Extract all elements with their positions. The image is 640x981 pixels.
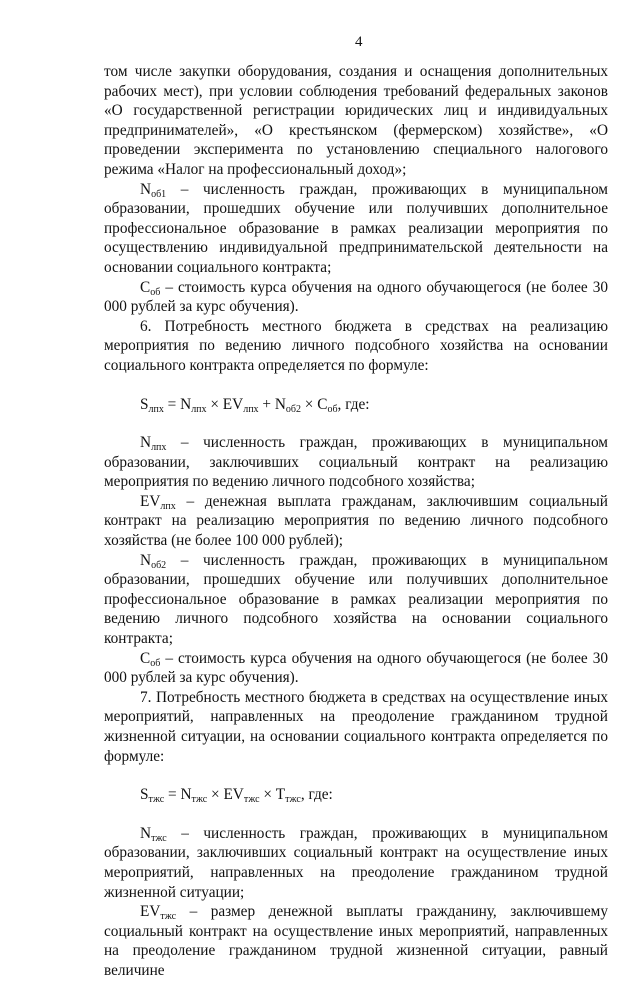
document-body [104, 62, 608, 981]
formula: $S_{тжс} = N_{тжс} \times EV_{тжс} \times T_{тжс}$, где: [140, 786, 333, 806]
variable-definition: $N_{лпх}$ – численность граждан, проживающих в муниципальном образовании, заключивших социальный контракт на реализацию мероприятия по ведению личного подсобного хозяйства; [104, 434, 608, 491]
variable-definition: $N_{тжс}$ – численность граждан, проживающих в муниципальном образовании, заключивших социальный контракт на осуществление иных мероприятий, направленных на преодоление гражданином трудной жизненной ситуации; [104, 824, 608, 901]
variable-definition: $С_{об}$ – стоимость курса обучения на одного обучающегося (не более 30 000 рублей за курс обучения). [104, 278, 608, 316]
paragraph: том числе закупки оборудования, создания и оснащения дополнительных рабочих мест), при условии соблюдения требований федеральных законов «О государственной регистрации юридических лиц и индивидуальных предпринимателей», «О крестьянском (фермерском) хозяйстве», «О проведении эксперимента по установлению специального налогового режима «Налог на профессиональный доход»; [104, 63, 608, 178]
section-paragraph: 7. Потребность местного бюджета в средствах на осуществление иных мероприятий, направленных на преодоление гражданином трудной жизненной ситуации, на основании социального контракта определяется по формуле: [104, 688, 608, 765]
variable-definition: $N_{об1}$ – численность граждан, проживающих в муниципальном образовании, прошедших обучение или получивших дополнительное профессиональное образование в рамках реализации мероприятия по осуществлению индивидуальной предпринимательской деятельности на основании социального контракта; [104, 180, 608, 276]
variable-definition: $N_{об2}$ – численность граждан, проживающих в муниципальном образовании, прошедших обучение или получивших дополнительное профессиональное образование в рамках реализации мероприятия по ведению личного подсобного хозяйства на основании социального контракта; [104, 551, 608, 648]
variable-definition: $С_{об}$ – стоимость курса обучения на одного обучающегося (не более 30 000 рублей за курс обучения). [104, 649, 608, 687]
variable-definition: $EV_{лпх}$ – денежная выплата гражданам, заключившим социальный контракт на реализацию мероприятия по ведению личного подсобного хозяйства (не более 100 000 рублей); [104, 492, 608, 550]
formula: $S_{лпх} = N_{лпх} \times EV_{лпх} + N_{об2} \times С_{об}$, где: [140, 395, 370, 415]
section-paragraph: 6. Потребность местного бюджета в средствах на реализацию мероприятия по ведению личного подсобного хозяйства на основании социального контракта определяется по формуле: [104, 317, 608, 374]
variable-definition: $EV_{тжс}$ – размер денежной выплаты гражданину, заключившему социальный контракт на осуществление иных мероприятий, направленных на преодоление гражданином трудной жизненной ситуации, равный величине [104, 903, 608, 979]
page-number: 4 [355, 34, 363, 50]
